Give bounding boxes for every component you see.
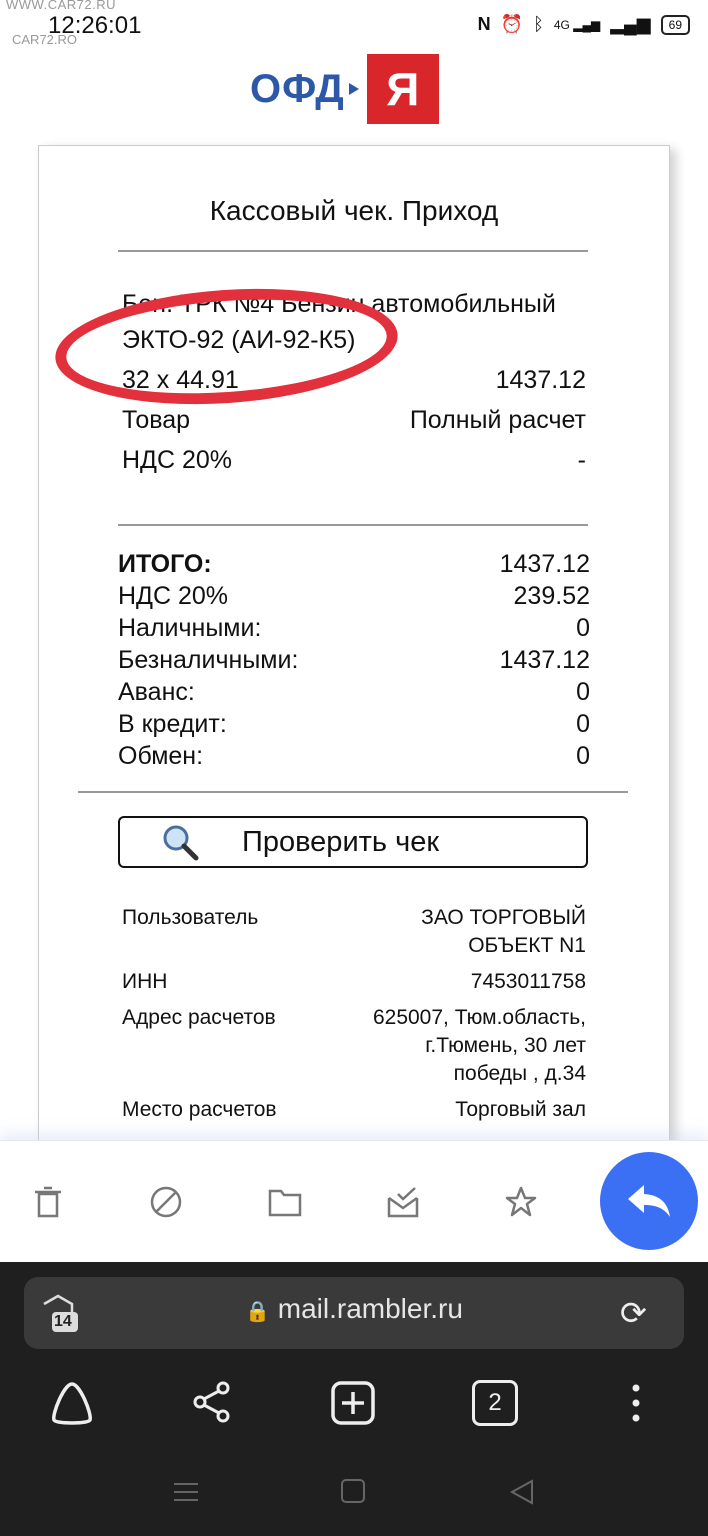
total-row [118, 644, 590, 676]
total-value: 0 [576, 742, 590, 770]
total-row [118, 612, 590, 644]
address-label: Адрес расчетов [122, 1006, 276, 1029]
reply-button[interactable] [600, 1152, 698, 1250]
total-value: 1437.12 [499, 550, 590, 578]
total-row [118, 676, 590, 708]
trash-icon[interactable] [28, 1182, 68, 1222]
mark-read-icon[interactable] [383, 1182, 423, 1222]
inn-value: 7453011758 [470, 970, 586, 993]
verify-label: Проверить чек [242, 825, 440, 858]
place-value: Торговый зал [455, 1098, 586, 1121]
place-label: Место расчетов [122, 1098, 277, 1121]
divider [118, 524, 588, 526]
back-icon[interactable] [508, 1478, 536, 1511]
tab-badge: 14 [54, 1313, 72, 1330]
watermark-2: CAR72.RO [12, 32, 78, 47]
address-value-3: победы , д.34 [453, 1062, 586, 1085]
inn-label: ИНН [122, 970, 168, 993]
menu-dots-icon[interactable] [628, 1382, 644, 1431]
status-bar [0, 0, 708, 56]
user-label: Пользователь [122, 906, 259, 929]
total-label: В кредит: [118, 710, 227, 738]
item-type-value: Полный расчет [409, 406, 586, 434]
total-value: 0 [576, 710, 590, 738]
total-label: Обмен: [118, 742, 204, 770]
bluetooth-icon: ᛒ [533, 14, 544, 34]
reload-icon[interactable]: ⟳ [620, 1295, 647, 1331]
total-label: Аванс: [118, 678, 195, 706]
divider [118, 250, 588, 252]
home-button-icon[interactable] [341, 1479, 365, 1503]
home-icon[interactable] [48, 1380, 96, 1431]
url-value: mail.rambler.ru [277, 1293, 463, 1324]
total-label: Наличными: [118, 614, 262, 642]
clock: 12:26:01 [48, 12, 142, 39]
url-text [0, 1293, 708, 1325]
user-value [421, 904, 586, 960]
reply-icon [626, 1181, 672, 1221]
folder-icon[interactable] [265, 1182, 305, 1222]
battery-icon: 69 [661, 15, 690, 35]
network-type: 4G [553, 17, 570, 32]
status-icons [478, 14, 690, 35]
item-name-line2: ЭКТО-92 (АИ-92-К5) [122, 326, 356, 354]
item-sum: 1437.12 [495, 366, 586, 394]
total-label: НДС 20% [118, 582, 229, 610]
divider [78, 791, 628, 793]
recents-icon[interactable] [172, 1478, 200, 1511]
address-value [373, 1004, 586, 1088]
total-row [118, 740, 590, 772]
item-vat-value: - [577, 446, 586, 474]
user-value-2: ОБЪЕКТ N1 [468, 934, 586, 957]
search-icon [160, 822, 200, 862]
total-value: 239.52 [513, 582, 590, 610]
signal-icon: 4G ▂▄▆ [553, 17, 601, 32]
tabs-button[interactable]: 2 [472, 1380, 518, 1426]
star-icon[interactable] [501, 1182, 541, 1222]
item-vat-label: НДС 20% [122, 446, 233, 474]
receipt-info [122, 904, 586, 1124]
logo-box: Я [367, 54, 439, 124]
total-value: 0 [576, 678, 590, 706]
receipt-title: Кассовый чек. Приход [209, 195, 499, 226]
share-icon[interactable] [190, 1380, 234, 1429]
nfc-icon: N [477, 14, 491, 34]
total-value: 1437.12 [499, 646, 590, 674]
address-value-1: 625007, Тюм.область, [372, 1006, 586, 1029]
total-row [118, 580, 590, 612]
verify-receipt-button[interactable] [118, 816, 588, 868]
lock-icon: 🔒 [245, 1301, 270, 1323]
logo-text: ОФД [250, 66, 345, 111]
item-qty-price: 32 x 44.91 [122, 366, 239, 394]
total-row [118, 708, 590, 740]
alarm-icon: ⏰ [500, 14, 524, 34]
signal-2-icon: ▂▄▆ [610, 14, 651, 34]
spam-icon[interactable] [146, 1182, 186, 1222]
total-row [118, 548, 590, 580]
item-name-line1: Бен. ТРК №4 Бензин автомобильный [122, 290, 556, 318]
address-value-2: г.Тюмень, 30 лет [425, 1034, 586, 1057]
total-value: 0 [576, 614, 590, 642]
logo-arrow-icon [349, 83, 359, 95]
total-label: ИТОГО: [118, 550, 212, 578]
item-type-label: Товар [122, 406, 191, 434]
watermark: WWW.CAR72.RU [6, 0, 116, 12]
ofd-logo [250, 52, 439, 126]
new-tab-icon[interactable] [330, 1380, 376, 1431]
user-value-1: ЗАО ТОРГОВЫЙ [421, 906, 586, 929]
totals-list [118, 548, 590, 772]
total-label: Безналичными: [118, 646, 299, 674]
